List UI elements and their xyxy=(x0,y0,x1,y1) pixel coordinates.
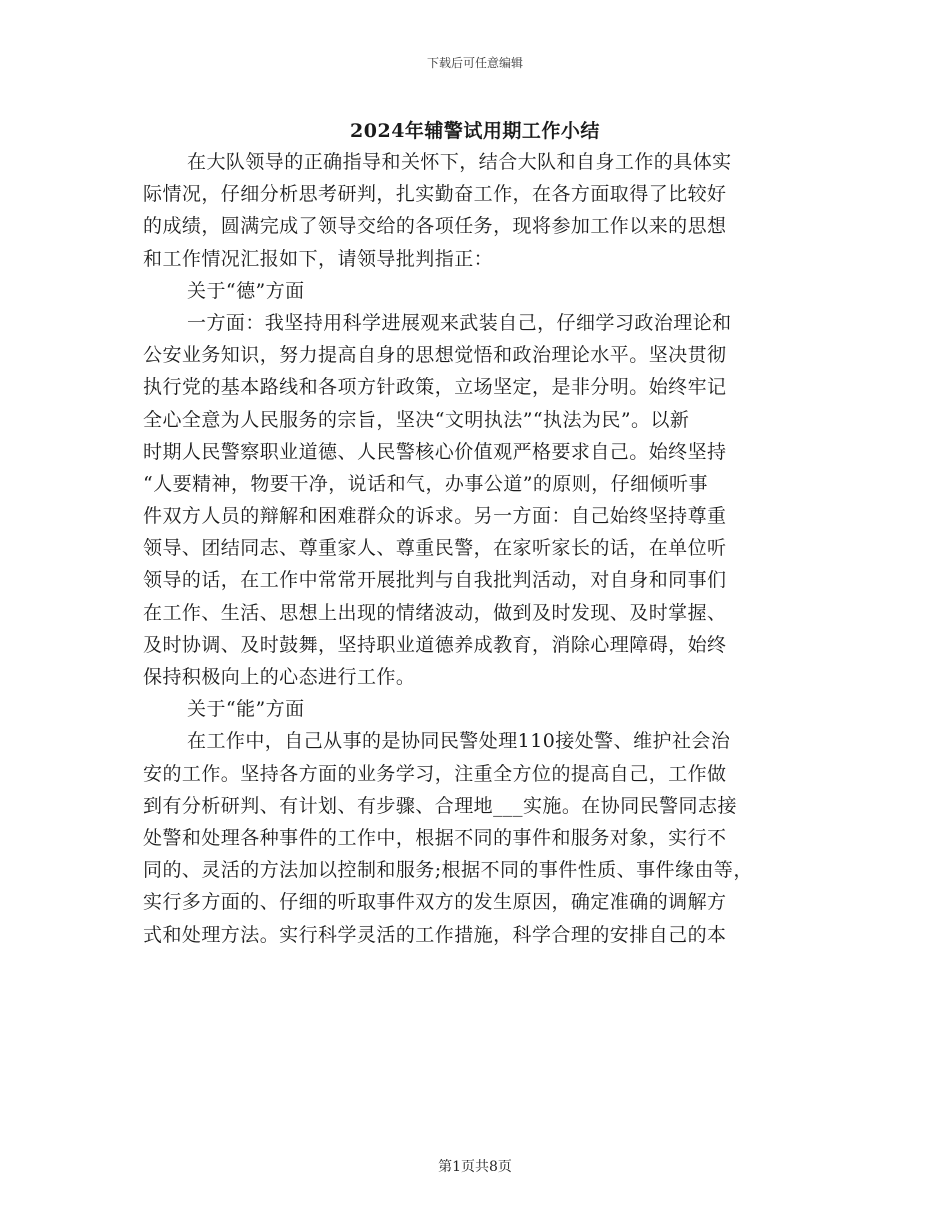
paragraph-line: 在工作中，自己从事的是协同民警处理110接处警、维护社会治 xyxy=(187,730,731,753)
paragraph-line: 领导的话，在工作中常常开展批判与自我批判活动，对自身和同事们 xyxy=(143,569,727,592)
document-title: 2024年辅警试用期工作小结 xyxy=(350,120,600,142)
paragraph-line: “人要精神，物要干净，说话和气，办事公道”的原则，仔细倾听事 xyxy=(143,472,708,495)
paragraph-line: 全心全意为人民服务的宗旨，坚决“文明执法”“执法为民”。以新 xyxy=(143,408,690,431)
paragraph-line: 安的工作。坚持各方面的业务学习，注重全方位的提高自己，工作做 xyxy=(143,762,727,785)
section-heading-neng: 关于“能”方面 xyxy=(187,698,305,721)
paragraph-line: 际情况，仔细分析思考研判，扎实勤奋工作，在各方面取得了比较好 xyxy=(143,183,727,206)
paragraph-line: 执行党的基本路线和各项方针政策，立场坚定，是非分明。始终牢记 xyxy=(143,376,727,399)
paragraph-line: 保持积极向上的心态进行工作。 xyxy=(143,666,416,688)
page-number-footer: 第1页共8页 xyxy=(438,1159,512,1175)
paragraph-line: 和工作情况汇报如下，请领导批判指正： xyxy=(143,247,494,270)
paragraph-line: 实行多方面的、仔细的听取事件双方的发生原因，确定准确的调解方 xyxy=(143,891,727,914)
paragraph-line: 式和处理方法。实行科学灵活的工作措施，科学合理的安排自己的本 xyxy=(143,923,727,946)
section-heading-de: 关于“德”方面 xyxy=(187,279,305,302)
paragraph-line: 一方面：我坚持用科学进展观来武装自己，仔细学习政治理论和 xyxy=(187,311,732,334)
paragraph-line: 及时协调、及时鼓舞，坚持职业道德养成教育，消除心理障碍，始终 xyxy=(143,633,727,656)
paragraph-line: 件双方人员的辩解和困难群众的诉求。另一方面：自己始终坚持尊重 xyxy=(143,505,727,528)
paragraph-line: 同的、灵活的方法加以控制和服务;根据不同的事件性质、事件缘由等， xyxy=(143,859,753,882)
paragraph-line: 时期人民警察职业道德、人民警核心价值观严格要求自己。始终坚持 xyxy=(143,440,727,463)
paragraph-line: 的成绩，圆满完成了领导交给的各项任务，现将参加工作以来的思想 xyxy=(143,215,727,238)
paragraph-line: 在大队领导的正确指导和关怀下，结合大队和自身工作的具体实 xyxy=(187,151,732,173)
paragraph-line: 处警和处理各种事件的工作中，根据不同的事件和服务对象，实行不 xyxy=(143,826,727,849)
paragraph-line: 领导、团结同志、尊重家人、尊重民警，在家听家长的话，在单位听 xyxy=(143,537,727,560)
document-body xyxy=(143,146,815,951)
paragraph-line: 公安业务知识，努力提高自身的思想觉悟和政治理论水平。坚决贯彻 xyxy=(143,344,727,367)
paragraph-line: 在工作、生活、思想上出现的情绪波动，做到及时发现、及时掌握、 xyxy=(143,601,727,624)
paragraph-line: 到有分析研判、有计划、有步骤、合理地___实施。在协同民警同志接 xyxy=(143,794,737,817)
header-note: 下载后可任意编辑 xyxy=(426,56,523,70)
